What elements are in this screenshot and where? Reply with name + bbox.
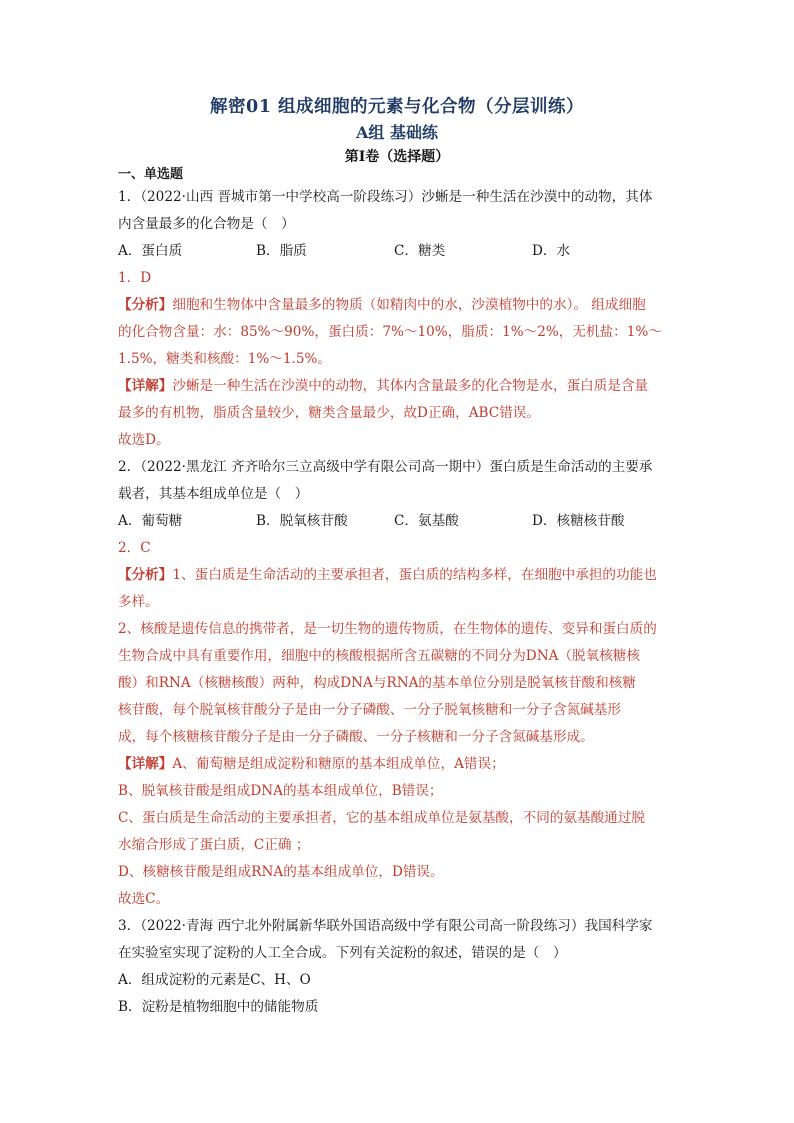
q1-option-c: C．糖类 [394, 243, 446, 259]
q2-answer: 2．C [118, 540, 151, 556]
document-title: 解密01 组成细胞的元素与化合物（分层训练） [210, 97, 584, 117]
q2-analysis-text: 1、蛋白质是生命活动的主要承担者，蛋白质的结构多样，在细胞中承担的功能也 [172, 567, 657, 583]
q2-analysis-line: 生物合成中具有重要作用，细胞中的核酸根据所含五碳糖的不同分为DNA（脱氧核糖核 [118, 648, 640, 664]
q2-option-d: D．核糖核苷酸 [532, 513, 625, 529]
q1-detail-line: 最多的有机物，脂质含量较少，糖类含量最少，故D正确，ABC错误。 [118, 405, 540, 421]
analysis-tag: 【分析】 [118, 567, 173, 583]
q1-analysis-line: 1.5%，糖类和核酸：1%～1.5%。 [118, 351, 331, 367]
q3-option-a: A．组成淀粉的元素是C、H、O [118, 972, 311, 988]
detail-tag: 【详解】 [118, 756, 173, 772]
q1-stem-line: 1．（2022·山西 晋城市第一中学校高一阶段练习）沙蜥是一种生活在沙漠中的动物，其体 [118, 189, 653, 205]
q2-analysis [118, 562, 678, 589]
q3-stem-line: 在实验室实现了淀粉的人工全合成。下列有关淀粉的叙述，错误的是（ ） [118, 945, 567, 961]
q2-stem-line: 2．（2022·黑龙江 齐齐哈尔三立高级中学有限公司高一期中）蛋白质是生命活动的主要承 [118, 459, 653, 475]
document-subtitle: A组 基础练 [356, 123, 438, 142]
q1-option-d: D．水 [532, 243, 571, 259]
q2-analysis-line: 核苷酸，每个脱氧核苷酸分子是由一分子磷酸、一分子脱氧核糖和一分子含氮碱基形 [118, 702, 621, 718]
q3-option-b: B．淀粉是植物细胞中的储能物质 [118, 999, 319, 1015]
q1-analysis-text: 细胞和生物体中含量最多的物质（如精肉中的水，沙漠植物中的水）。 组成细胞 [172, 297, 646, 313]
q2-stem-line: 载者，其基本组成单位是（ ） [118, 486, 309, 502]
q1-detail [118, 373, 678, 400]
q2-detail-text: A、葡萄糖是组成淀粉和糖原的基本组成单位，A错误； [172, 756, 505, 772]
q2-option-c: C．氨基酸 [394, 513, 459, 529]
volume-heading: 第Ⅰ卷（选择题） [344, 149, 450, 165]
q2-detail [118, 751, 678, 778]
q2-detail-line: B、脱氧核苷酸是组成DNA的基本组成单位，B错误； [118, 783, 443, 799]
q1-stem-line: 内含量最多的化合物是（ ） [118, 216, 295, 232]
q2-analysis-line: 酸）和RNA（核糖核酸）两种，构成DNA与RNA的基本单位分别是脱氧核苷酸和核糖 [118, 675, 636, 691]
q2-detail-line: D、核糖核苷酸是组成RNA的基本组成单位，D错误。 [118, 864, 444, 880]
q2-analysis-line: 多样。 [118, 594, 159, 610]
detail-tag: 【详解】 [118, 378, 173, 394]
question-content [118, 184, 678, 1021]
q2-analysis-line: 2、核酸是遗传信息的携带者，是一切生物的遗传物质，在生物体的遗传、变异和蛋白质的 [118, 621, 657, 637]
q3-stem-line: 3．（2022·青海 西宁北外附属新华联外国语高级中学有限公司高一阶段练习）我国科学家 [118, 918, 653, 934]
q1-conclusion: 故选D。 [118, 432, 170, 448]
q2-detail-line: 水缩合形成了蛋白质，C正确 ； [118, 837, 310, 853]
q2-options [118, 508, 678, 535]
q1-option-a: A．蛋白质 [118, 243, 183, 259]
q1-answer: 1．D [118, 270, 152, 286]
q1-options [118, 238, 678, 265]
section-heading: 一、单选题 [118, 167, 184, 182]
q1-analysis-line: 的化合物含量：水：85%～90%，蛋白质：7%～10%，脂质：1%～2%，无机盐：1%～ [118, 324, 662, 340]
q1-analysis [118, 292, 678, 319]
q1-detail-text: 沙蜥是一种生活在沙漠中的动物，其体内含量最多的化合物是水，蛋白质是含量 [172, 378, 649, 394]
q2-detail-line: C、蛋白质是生命活动的主要承担者，它的基本组成单位是氨基酸，不同的氨基酸通过脱 [118, 810, 645, 826]
q2-option-b: B．脱氧核苷酸 [256, 513, 348, 529]
q2-option-a: A．葡萄糖 [118, 513, 183, 529]
q2-analysis-line: 成，每个核糖核苷酸分子是由一分子磷酸、一分子核糖和一分子含氮碱基形成。 [118, 729, 594, 745]
analysis-tag: 【分析】 [118, 297, 173, 313]
q1-option-b: B．脂质 [256, 243, 307, 259]
q2-conclusion: 故选C。 [118, 891, 170, 907]
